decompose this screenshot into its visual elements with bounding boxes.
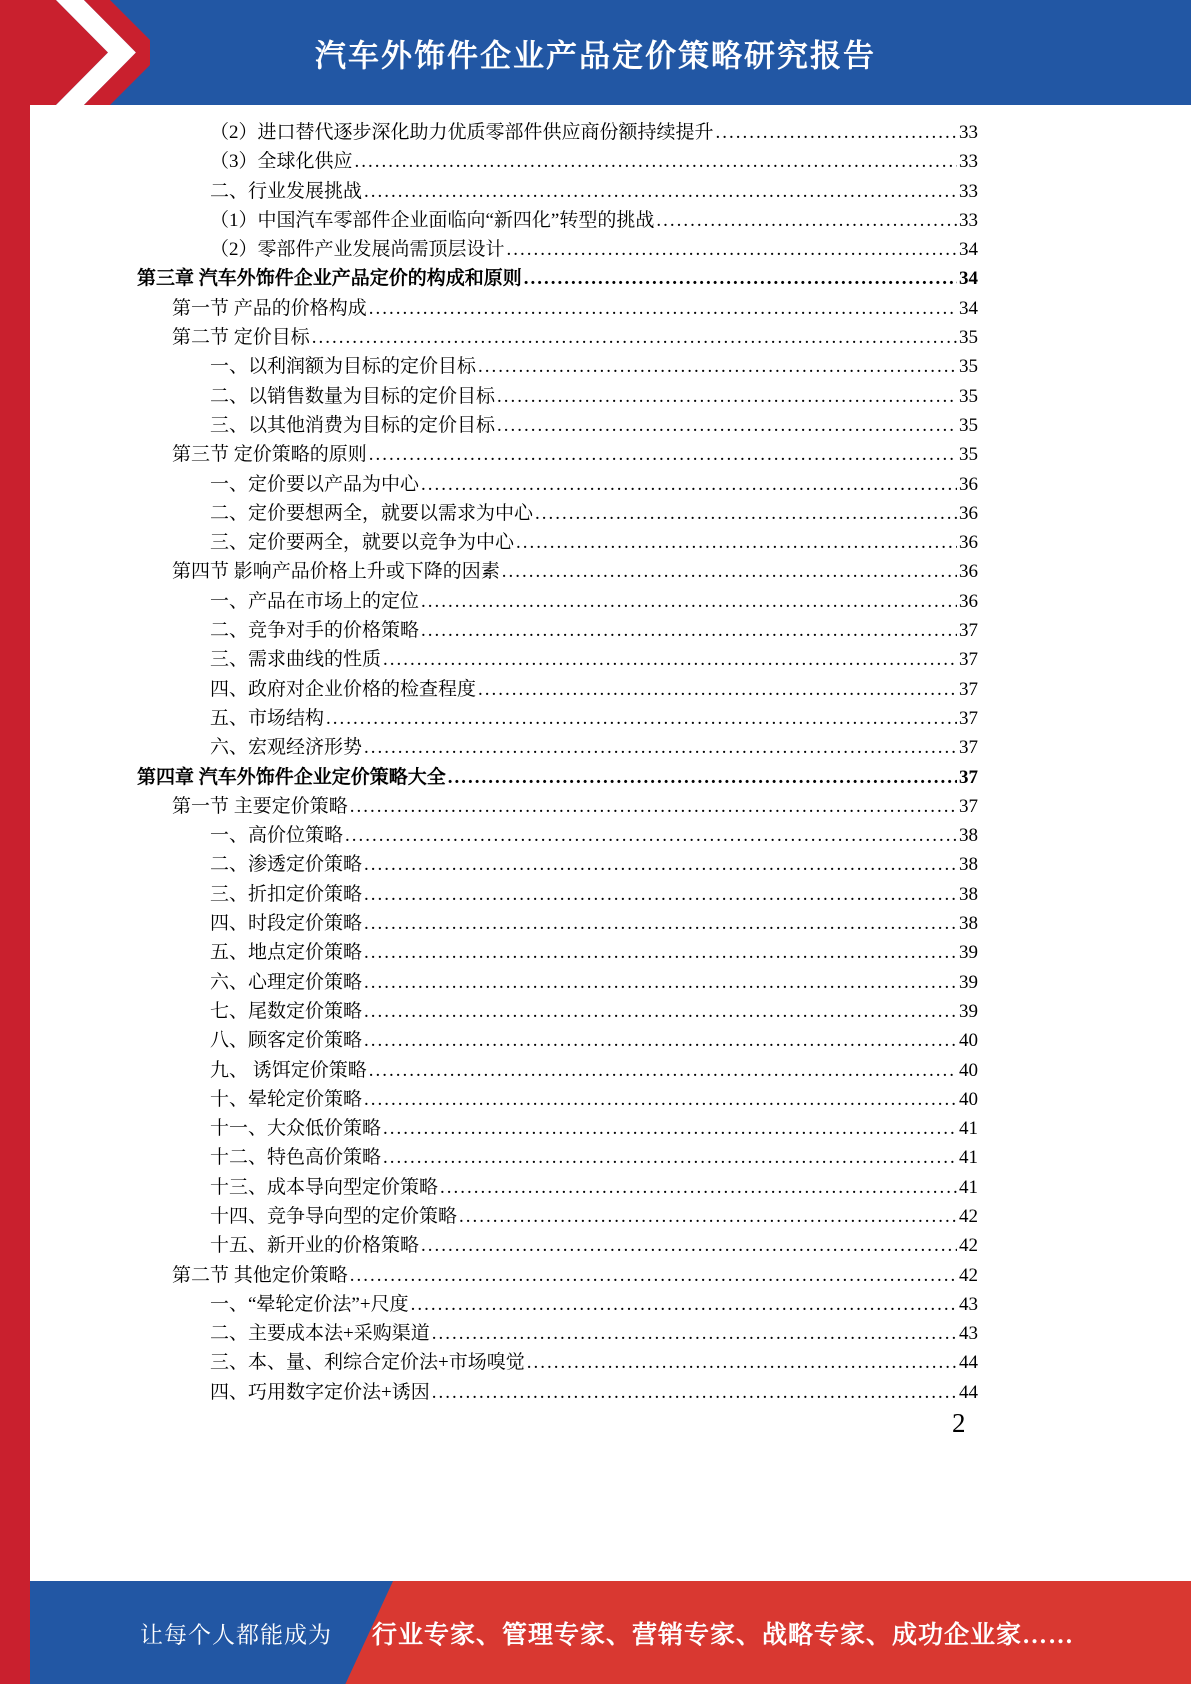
- toc-entry-page: 35: [959, 327, 978, 349]
- toc-entry-title: （2）进口替代逐步深化助力优质零部件供应商份额持续提升: [210, 122, 714, 143]
- report-title: 汽车外饰件企业产品定价策略研究报告: [315, 38, 876, 73]
- toc-entry-title: 六、心理定价策略: [210, 971, 363, 993]
- toc-entry-page: 37: [959, 678, 978, 700]
- toc-leader-dots: [421, 474, 957, 496]
- toc-leader-dots: [516, 532, 957, 554]
- toc-leader-dots: [507, 239, 957, 261]
- toc-entry-title: （2）零部件产业发展尚需顶层设计: [210, 239, 505, 261]
- toc-entry: [137, 644, 978, 673]
- toc-entry: [137, 791, 978, 820]
- toc-entry-title: 十一、大众低价策略: [210, 1118, 382, 1140]
- toc-entry-title: 十四、竞争导向型的定价策略: [210, 1205, 458, 1227]
- toc-entry-title: 二、以销售数量为目标的定价目标: [210, 385, 496, 407]
- toc-entry-page: 43: [959, 1293, 978, 1315]
- toc-entry: [137, 879, 978, 908]
- toc-leader-dots: [421, 620, 957, 642]
- toc-entry-page: 38: [959, 913, 978, 935]
- toc-entry: [137, 615, 978, 644]
- toc-entry-title: 四、巧用数字定价法+诱因: [210, 1381, 430, 1403]
- toc-entry: [137, 1260, 978, 1289]
- toc-entry-title: 三、本、量、利综合定价法+市场嗅觉: [210, 1352, 525, 1374]
- toc-entry: [137, 1201, 978, 1230]
- toc-entry-title: 九、 诱饵定价策略: [210, 1059, 367, 1081]
- toc-leader-dots: [350, 796, 957, 818]
- toc-leader-dots: [364, 942, 957, 964]
- toc-entry-page: 44: [959, 1352, 978, 1374]
- toc-entry: [137, 205, 978, 234]
- toc-entry: [137, 234, 978, 263]
- toc-leader-dots: [355, 151, 957, 173]
- toc-entry-title: 五、市场结构: [210, 707, 325, 729]
- toc-entry-title: 一、“晕轮定价法”+尺度: [210, 1293, 409, 1315]
- toc-entry-page: 38: [959, 825, 978, 847]
- toc-leader-dots: [369, 444, 957, 466]
- left-red-stripe: [0, 0, 30, 1684]
- toc-entry-title: 四、时段定价策略: [210, 913, 363, 935]
- toc-entry-title: 十二、特色高价策略: [210, 1147, 382, 1169]
- toc-leader-dots: [432, 1323, 957, 1345]
- toc-entry-title: 八、顾客定价策略: [210, 1030, 363, 1052]
- toc-entry-page: 33: [959, 151, 978, 173]
- toc-leader-dots: [364, 972, 957, 994]
- toc-entry-title: 第二节 定价目标: [172, 327, 310, 349]
- footer-slogan-right: 行业专家、管理专家、营销专家、战略专家、成功企业家……: [372, 1621, 1075, 1649]
- toc-entry-title: 二、竞争对手的价格策略: [210, 620, 420, 642]
- toc-entry: [137, 1113, 978, 1142]
- toc-entry-title: 二、渗透定价策略: [210, 854, 363, 876]
- toc-entry: [137, 117, 978, 146]
- toc-entry-page: 35: [959, 444, 978, 466]
- toc-entry: [137, 1025, 978, 1054]
- toc-leader-dots: [364, 181, 957, 203]
- toc-entry-page: 42: [959, 1264, 978, 1286]
- toc-entry-page: 38: [959, 854, 978, 876]
- toc-entry-page: 37: [959, 737, 978, 759]
- toc-leader-dots: [448, 767, 957, 789]
- toc-entry: [137, 908, 978, 937]
- toc-entry-page: 38: [959, 883, 978, 905]
- toc-entry-title: 十三、成本导向型定价策略: [210, 1176, 439, 1198]
- toc-leader-dots: [364, 854, 957, 876]
- toc-entry-page: 36: [959, 590, 978, 612]
- toc-entry: [137, 439, 978, 468]
- toc-entry: [137, 1084, 978, 1113]
- toc-entry-page: 33: [959, 122, 978, 143]
- toc-entry-page: 37: [959, 707, 978, 729]
- toc-leader-dots: [369, 1060, 957, 1082]
- toc-entry-title: 一、以利润额为目标的定价目标: [210, 356, 477, 378]
- toc-entry-title: 三、定价要两全，就要以竞争为中心: [210, 532, 515, 554]
- toc-entry-page: 37: [959, 620, 978, 642]
- toc-leader-dots: [497, 386, 957, 408]
- toc-entry-title: 第四章 汽车外饰件企业定价策略大全: [137, 766, 446, 788]
- toc-leader-dots: [364, 1030, 957, 1052]
- toc-entry-page: 39: [959, 942, 978, 964]
- toc-entry-title: 四、政府对企业价格的检查程度: [210, 678, 477, 700]
- toc-leader-dots: [312, 327, 957, 349]
- toc-entry-title: 五、地点定价策略: [210, 942, 363, 964]
- toc-leader-dots: [716, 122, 957, 144]
- footer-slogan-left: 让每个人都能成为: [140, 1622, 332, 1647]
- toc-leader-dots: [497, 415, 957, 437]
- table-of-contents: [137, 117, 978, 1406]
- toc-entry-page: 39: [959, 971, 978, 993]
- toc-entry-page: 40: [959, 1030, 978, 1052]
- toc-entry-title: 第三节 定价策略的原则: [172, 444, 367, 466]
- toc-entry: [137, 527, 978, 556]
- toc-leader-dots: [364, 1001, 957, 1023]
- toc-leader-dots: [411, 1294, 957, 1316]
- page-number: 2: [952, 1408, 966, 1438]
- toc-entry-page: 42: [959, 1235, 978, 1257]
- toc-entry: [137, 1142, 978, 1171]
- toc-entry-title: 一、定价要以产品为中心: [210, 473, 420, 495]
- toc-entry-title: 第四节 影响产品价格上升或下降的因素: [172, 561, 500, 583]
- toc-entry-title: 七、尾数定价策略: [210, 1000, 363, 1022]
- toc-leader-dots: [369, 298, 957, 320]
- toc-leader-dots: [345, 825, 957, 847]
- footer-banner: [0, 1581, 1191, 1684]
- toc-entry: [137, 1055, 978, 1084]
- toc-entry-page: 34: [959, 268, 978, 290]
- toc-leader-dots: [459, 1206, 957, 1228]
- toc-entry-page: 37: [959, 766, 978, 788]
- toc-entry: [137, 1318, 978, 1347]
- toc-entry-page: 41: [959, 1147, 978, 1169]
- toc-entry: [137, 674, 978, 703]
- toc-entry-title: 二、行业发展挑战: [210, 180, 363, 202]
- toc-entry: [137, 996, 978, 1025]
- toc-entry: [137, 703, 978, 732]
- toc-entry-page: 36: [959, 561, 978, 583]
- toc-entry-page: 39: [959, 1000, 978, 1022]
- toc-entry: [137, 820, 978, 849]
- toc-entry-page: 42: [959, 1205, 978, 1227]
- toc-entry-page: 40: [959, 1059, 978, 1081]
- toc-entry: [137, 351, 978, 380]
- toc-entry-page: 35: [959, 356, 978, 378]
- toc-entry-page: 33: [959, 180, 978, 202]
- toc-entry-page: 37: [959, 649, 978, 671]
- toc-entry: [137, 732, 978, 761]
- toc-entry-title: 三、需求曲线的性质: [210, 649, 382, 671]
- toc-entry: [137, 469, 978, 498]
- toc-entry-title: 第一节 产品的价格构成: [172, 297, 367, 319]
- toc-entry: [137, 849, 978, 878]
- toc-entry-title: 一、高价位策略: [210, 825, 344, 847]
- toc-entry-page: 36: [959, 473, 978, 495]
- toc-entry-page: 41: [959, 1118, 978, 1140]
- toc-entry-title: 第二节 其他定价策略: [172, 1264, 348, 1286]
- toc-entry-title: 二、主要成本法+采购渠道: [210, 1323, 430, 1345]
- toc-leader-dots: [364, 737, 957, 759]
- toc-entry: [137, 762, 978, 791]
- toc-entry-title: 第三章 汽车外饰件企业产品定价的构成和原则: [137, 268, 522, 290]
- toc-leader-dots: [478, 356, 957, 378]
- toc-leader-dots: [364, 1089, 957, 1111]
- toc-entry-title: 二、定价要想两全，就要以需求为中心: [210, 502, 534, 524]
- toc-entry-page: 40: [959, 1088, 978, 1110]
- toc-entry-page: 36: [959, 502, 978, 524]
- toc-leader-dots: [502, 561, 957, 583]
- toc-entry-title: 三、折扣定价策略: [210, 883, 363, 905]
- toc-leader-dots: [421, 591, 957, 613]
- toc-entry: [137, 176, 978, 205]
- toc-entry: [137, 586, 978, 615]
- toc-entry: [137, 967, 978, 996]
- toc-entry: [137, 293, 978, 322]
- header-banner: [0, 0, 1191, 105]
- toc-entry: [137, 498, 978, 527]
- toc-entry: [137, 263, 978, 292]
- toc-entry-page: 35: [959, 385, 978, 407]
- toc-entry: [137, 1347, 978, 1376]
- toc-entry-page: 33: [959, 209, 978, 231]
- toc-entry: [137, 556, 978, 585]
- toc-leader-dots: [440, 1177, 957, 1199]
- toc-leader-dots: [383, 1147, 957, 1169]
- toc-leader-dots: [432, 1382, 957, 1404]
- toc-entry-title: 十五、新开业的价格策略: [210, 1235, 420, 1257]
- toc-entry-page: 36: [959, 532, 978, 554]
- toc-entry: [137, 1289, 978, 1318]
- toc-entry: [137, 381, 978, 410]
- toc-entry: [137, 1377, 978, 1406]
- toc-entry-title: 三、以其他消费为目标的定价目标: [210, 414, 496, 436]
- toc-leader-dots: [350, 1265, 957, 1287]
- toc-entry: [137, 937, 978, 966]
- toc-entry-title: （3）全球化供应: [210, 151, 353, 173]
- toc-entry-page: 43: [959, 1323, 978, 1345]
- toc-entry-title: 第一节 主要定价策略: [172, 795, 348, 817]
- toc-leader-dots: [527, 1352, 957, 1374]
- toc-leader-dots: [656, 210, 957, 232]
- toc-entry-page: 35: [959, 414, 978, 436]
- toc-entry-page: 37: [959, 795, 978, 817]
- toc-entry-page: 34: [959, 239, 978, 261]
- toc-entry-title: 一、产品在市场上的定位: [210, 590, 420, 612]
- toc-entry-title: （1）中国汽车零部件企业面临向“新四化”转型的挑战: [210, 209, 655, 231]
- toc-entry-page: 41: [959, 1176, 978, 1198]
- toc-leader-dots: [364, 913, 957, 935]
- toc-leader-dots: [535, 503, 957, 525]
- toc-leader-dots: [421, 1235, 957, 1257]
- toc-leader-dots: [524, 268, 957, 290]
- toc-entry: [137, 1172, 978, 1201]
- toc-leader-dots: [383, 649, 957, 671]
- toc-entry-page: 34: [959, 297, 978, 319]
- toc-entry-title: 十、晕轮定价策略: [210, 1088, 363, 1110]
- toc-entry-title: 六、宏观经济形势: [210, 737, 363, 759]
- toc-leader-dots: [478, 679, 957, 701]
- toc-entry-page: 44: [959, 1381, 978, 1403]
- toc-entry: [137, 146, 978, 175]
- toc-leader-dots: [326, 708, 957, 730]
- toc-entry: [137, 410, 978, 439]
- toc-leader-dots: [383, 1118, 957, 1140]
- toc-entry: [137, 1230, 978, 1259]
- toc-leader-dots: [364, 884, 957, 906]
- toc-entry: [137, 322, 978, 351]
